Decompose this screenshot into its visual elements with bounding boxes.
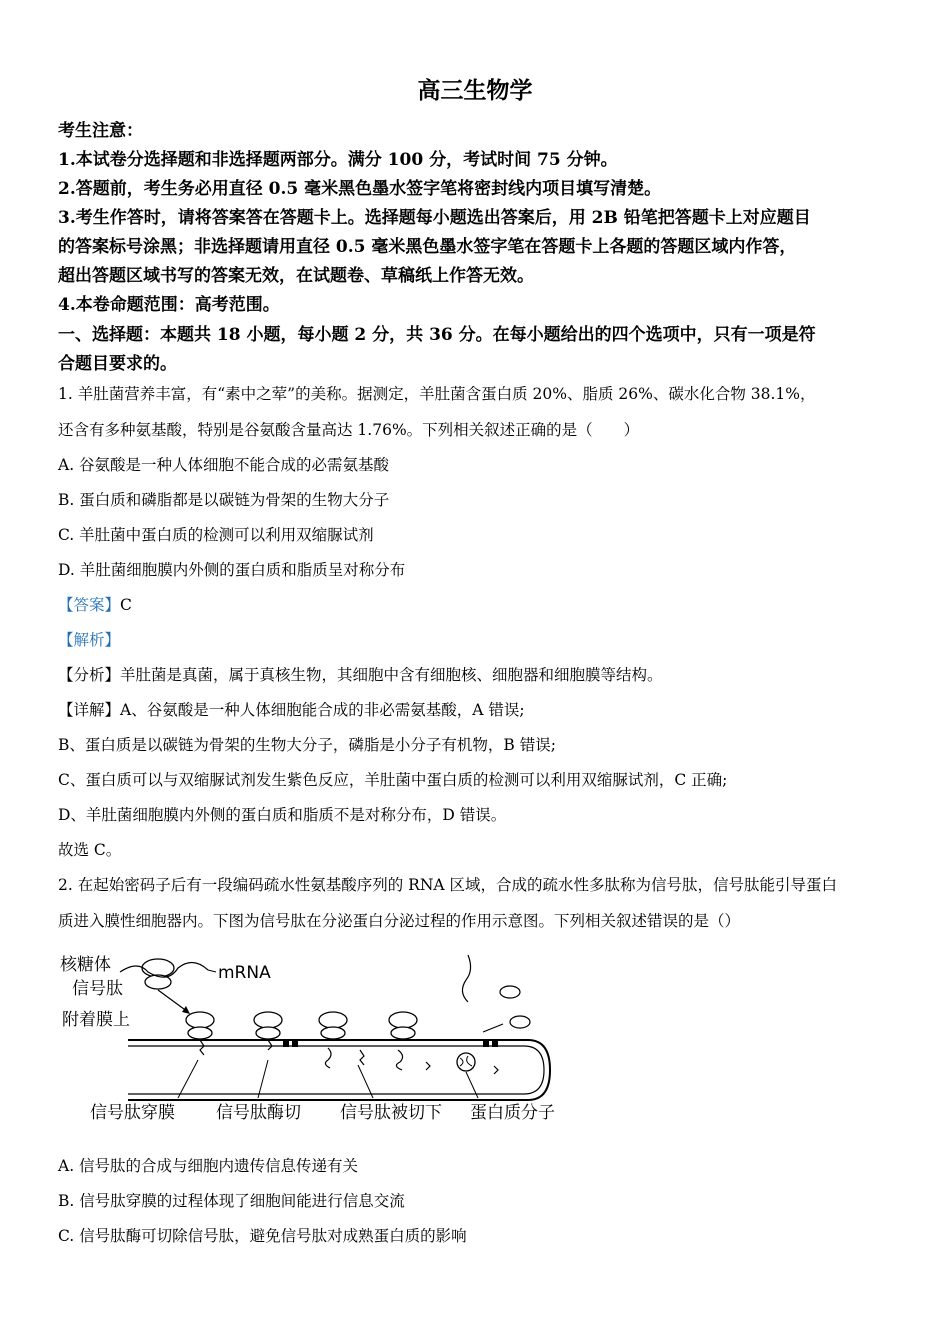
notice-item-3-cont: 的答案标号涂黑；非选择题请用直径 0.5 毫米黑色墨水签字笔在答题卡上各题的答题区域内作答， [58,237,797,257]
er-membrane-inner [128,1046,544,1094]
notice-item-2: 2.答题前，考生务必用直径 0.5 毫米黑色墨水签字笔将密封线内项目填写清楚。 [58,179,662,199]
notice-item-1: 1.本试卷分选择题和非选择题两部分。满分 100 分，考试时间 75 分钟。 [58,150,618,170]
q1-answer [58,594,908,616]
section-heading: 一、选择题：本题共 18 小题，每小题 2 分，共 36 分。在每小题给出的四个选项中，只有一项是符 [58,325,816,345]
arrowhead [182,1006,190,1014]
notice-item-3-cont2: 超出答题区域书写的答案无效，在试题卷、草稿纸上作答无效。 [58,266,534,286]
protein-molecule [457,1040,498,1074]
answer-value: C [120,596,132,614]
notice-item-4: 4.本卷命题范围：高考范围。 [58,295,280,315]
free-ribosome [120,959,216,989]
q1-option-c: C. 羊肚菌中蛋白质的检测可以利用双缩脲试剂 [58,526,374,544]
label-bottom-2: 信号肽酶切 [216,1103,301,1123]
pointer-3 [358,1065,373,1098]
pointer-1 [178,1060,198,1098]
q1-option-d: D. 羊肚菌细胞膜内外侧的蛋白质和脂质呈对称分布 [58,561,406,579]
bound-ribosome-2 [254,1012,298,1050]
bound-ribosome-1 [186,1012,214,1055]
protein-2 [510,1016,530,1028]
analysis-line-4: C、蛋白质可以与双缩脲试剂发生紫色反应，羊肚菌中蛋白质的检测可以利用双缩脲试剂，C 正确; [58,771,728,789]
analysis-line-6: 故选 C。 [58,841,122,859]
pointer-2 [258,1060,268,1098]
signal-peptide-diagram [58,950,578,1130]
q2-option-a: A. 信号肽的合成与细胞内遗传信息传递有关 [58,1157,359,1175]
chain-1 [462,955,470,1002]
q1-option-a: A. 谷氨酸是一种人体细胞不能合成的必需氨基酸 [58,456,390,474]
label-mrna: mRNA [218,963,271,983]
answer-tag: 【答案】 [58,596,121,614]
q1-stem-cont: 还含有多种氨基酸，特别是谷氨酸含量高达 1.76%。下列相关叙述正确的是（ ） [58,421,640,439]
notice-item-3: 3.考生作答时，请将答案答在答题卡上。选择题每小题选出答案后，用 2B 铅笔把答题卡上对应题目 [58,208,811,228]
analysis-line-2: 【详解】A、谷氨酸是一种人体细胞能合成的非必需氨基酸，A 错误; [58,701,525,719]
analysis-line-5: D、羊肚菌细胞膜内外侧的蛋白质和脂质不是对称分布，D 错误。 [58,806,507,824]
signal-peptide-figure [58,950,578,1130]
label-ribosome: 核糖体 [60,955,111,975]
notice-heading: 考生注意： [58,121,143,141]
label-bottom-3: 信号肽被切下 [340,1103,442,1123]
q2-option-c: C. 信号肽酶可切除信号肽，避免信号肽对成熟蛋白质的影响 [58,1227,467,1245]
q2-stem: 2. 在起始密码子后有一段编码疏水性氨基酸序列的 RNA 区域，合成的疏水性多肽称为信号肽，信号肽能引导蛋白 [58,876,837,894]
label-signal-peptide: 信号肽 [72,979,123,999]
label-bottom-4: 蛋白质分子 [470,1103,555,1123]
section-heading-cont: 合题目要求的。 [58,354,177,374]
arrow-release [483,1024,503,1032]
q2-option-b: B. 信号肽穿膜的过程体现了细胞间能进行信息交流 [58,1192,405,1210]
q1-option-b: B. 蛋白质和磷脂都是以碳链为骨架的生物大分子 [58,491,390,509]
protein-1 [500,986,520,998]
label-attached-membrane: 附着膜上 [62,1010,130,1030]
label-bottom-1: 信号肽穿膜 [90,1103,175,1123]
q1-stem: 1. 羊肚菌营养丰富，有“素中之荤”的美称。据测定，羊肚菌含蛋白质 20%、脂质 26%、碳水化合物 38.1%， [58,385,816,403]
analysis-line-1: 【分析】羊肚菌是真菌，属于真核生物，其细胞中含有细胞核、细胞器和细胞膜等结构。 [58,666,663,684]
page-title: 高三生物学 [417,77,533,104]
q2-stem-cont: 质进入膜性细胞器内。下图为信号肽在分泌蛋白分泌过程的作用示意图。下列相关叙述错误的是（） [58,912,741,930]
er-membrane-outer [128,1040,550,1100]
analysis-line-3: B、蛋白质是以碳链为骨架的生物大分子，磷脂是小分子有机物，B 错误; [58,736,556,754]
arrow-ribosome-to-membrane [158,990,188,1012]
analysis-tag: 【解析】 [58,631,121,649]
